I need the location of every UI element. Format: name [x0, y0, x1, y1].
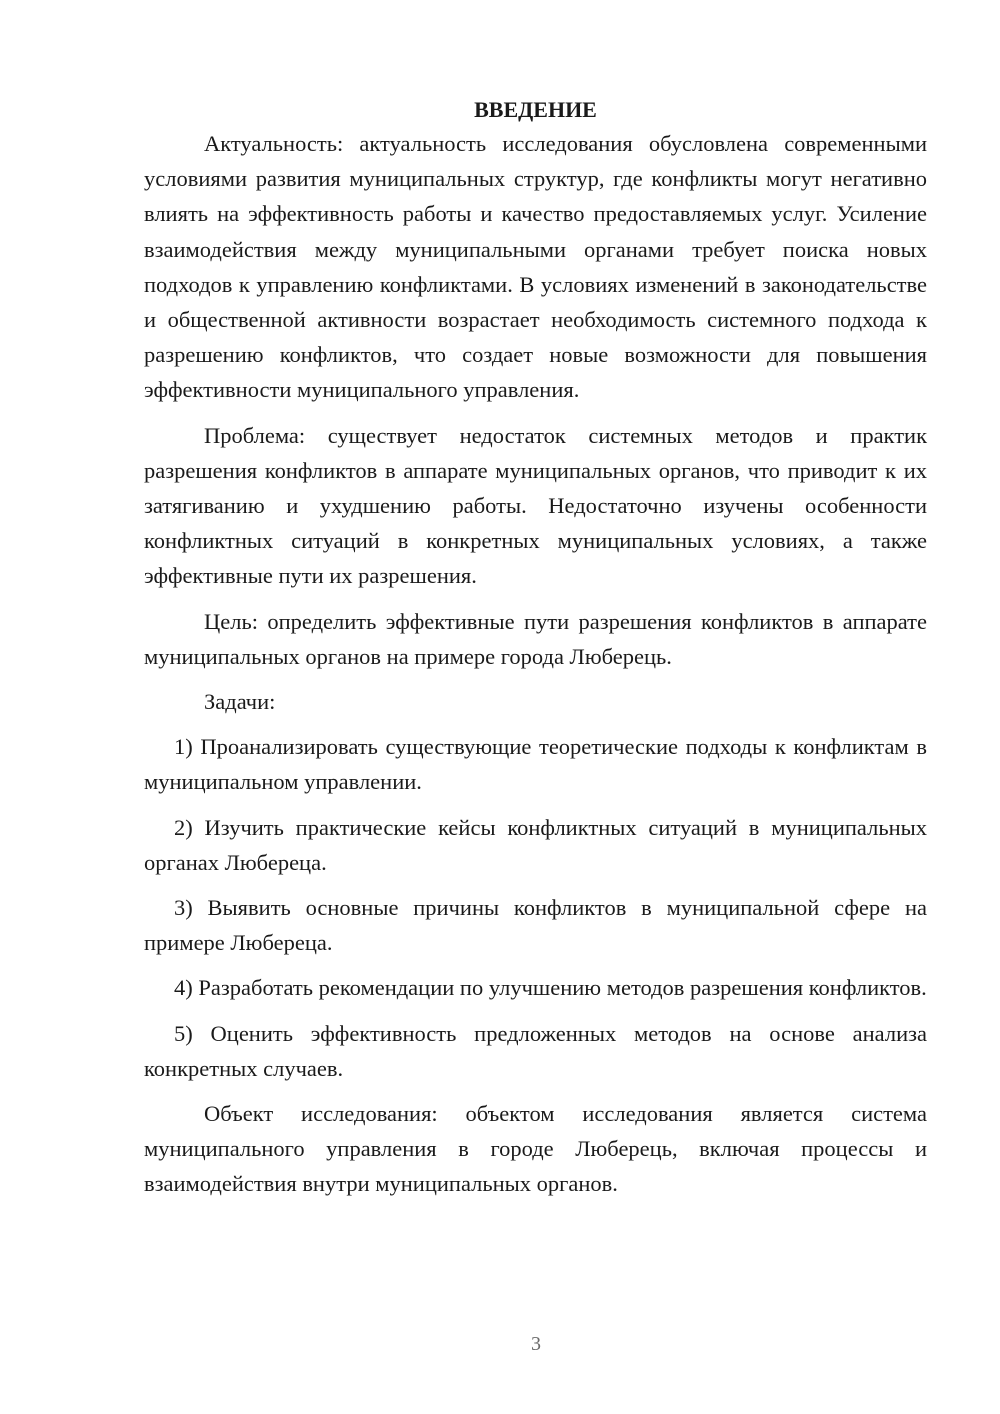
goal-paragraph: Цель: определить эффективные пути разрешения конфликтов в аппарате муниципальных органов на примере города Люберець. — [144, 608, 927, 669]
document-page — [144, 94, 927, 1202]
tasks-label: Задачи: — [204, 689, 276, 715]
task-item-2: 2) Изучить практические кейсы конфликтных ситуаций в муниципальных органах Люберецa. — [144, 814, 927, 875]
section-heading: ВВЕДЕНИЕ — [474, 97, 597, 122]
task-item-5: 5) Оценить эффективность предложенных методов на основе анализа конкретных случаев. — [144, 1020, 927, 1081]
object-paragraph: Объект исследования: объектом исследования является система муниципального управления в городе Люберець, включая процессы и взаимодействия внутри муниципальных органов. — [144, 1101, 927, 1197]
problem-paragraph: Проблема: существует недостаток системных методов и практик разрешения конфликтов в аппарате муниципальных органов, что приводит к их затягиванию и ухудшению работы. Недостаточно изучены особенности конфликтных ситуаций в конкретных муниципальных условиях, а также эффективные пути их разрешения. — [144, 422, 927, 589]
task-item-4: 4) Разработать рекомендации по улучшению методов разрешения конфликтов. — [174, 975, 927, 1001]
relevance-paragraph: Актуальность: актуальность исследования обусловлена современными условиями развития муниципальных структур, где конфликты могут негативно влиять на эффективность работы и качество предоставляемых услуг. Усиление взаимодействия между муниципальными органами требует поиска новых подходов к управлению конфликтами. В условиях изменений в законодательстве и общественной активности возрастает необходимость системного подхода к разрешению конфликтов, что создает новые возможности для повышения эффективности муниципального управления. — [144, 131, 927, 403]
task-item-3: 3) Выявить основные причины конфликтов в муниципальной сфере на примере Люберецa. — [144, 895, 927, 956]
task-item-1: 1) Проанализировать существующие теоретические подходы к конфликтам в муниципальном управлении. — [144, 734, 927, 795]
page-number: 3 — [531, 1333, 541, 1355]
